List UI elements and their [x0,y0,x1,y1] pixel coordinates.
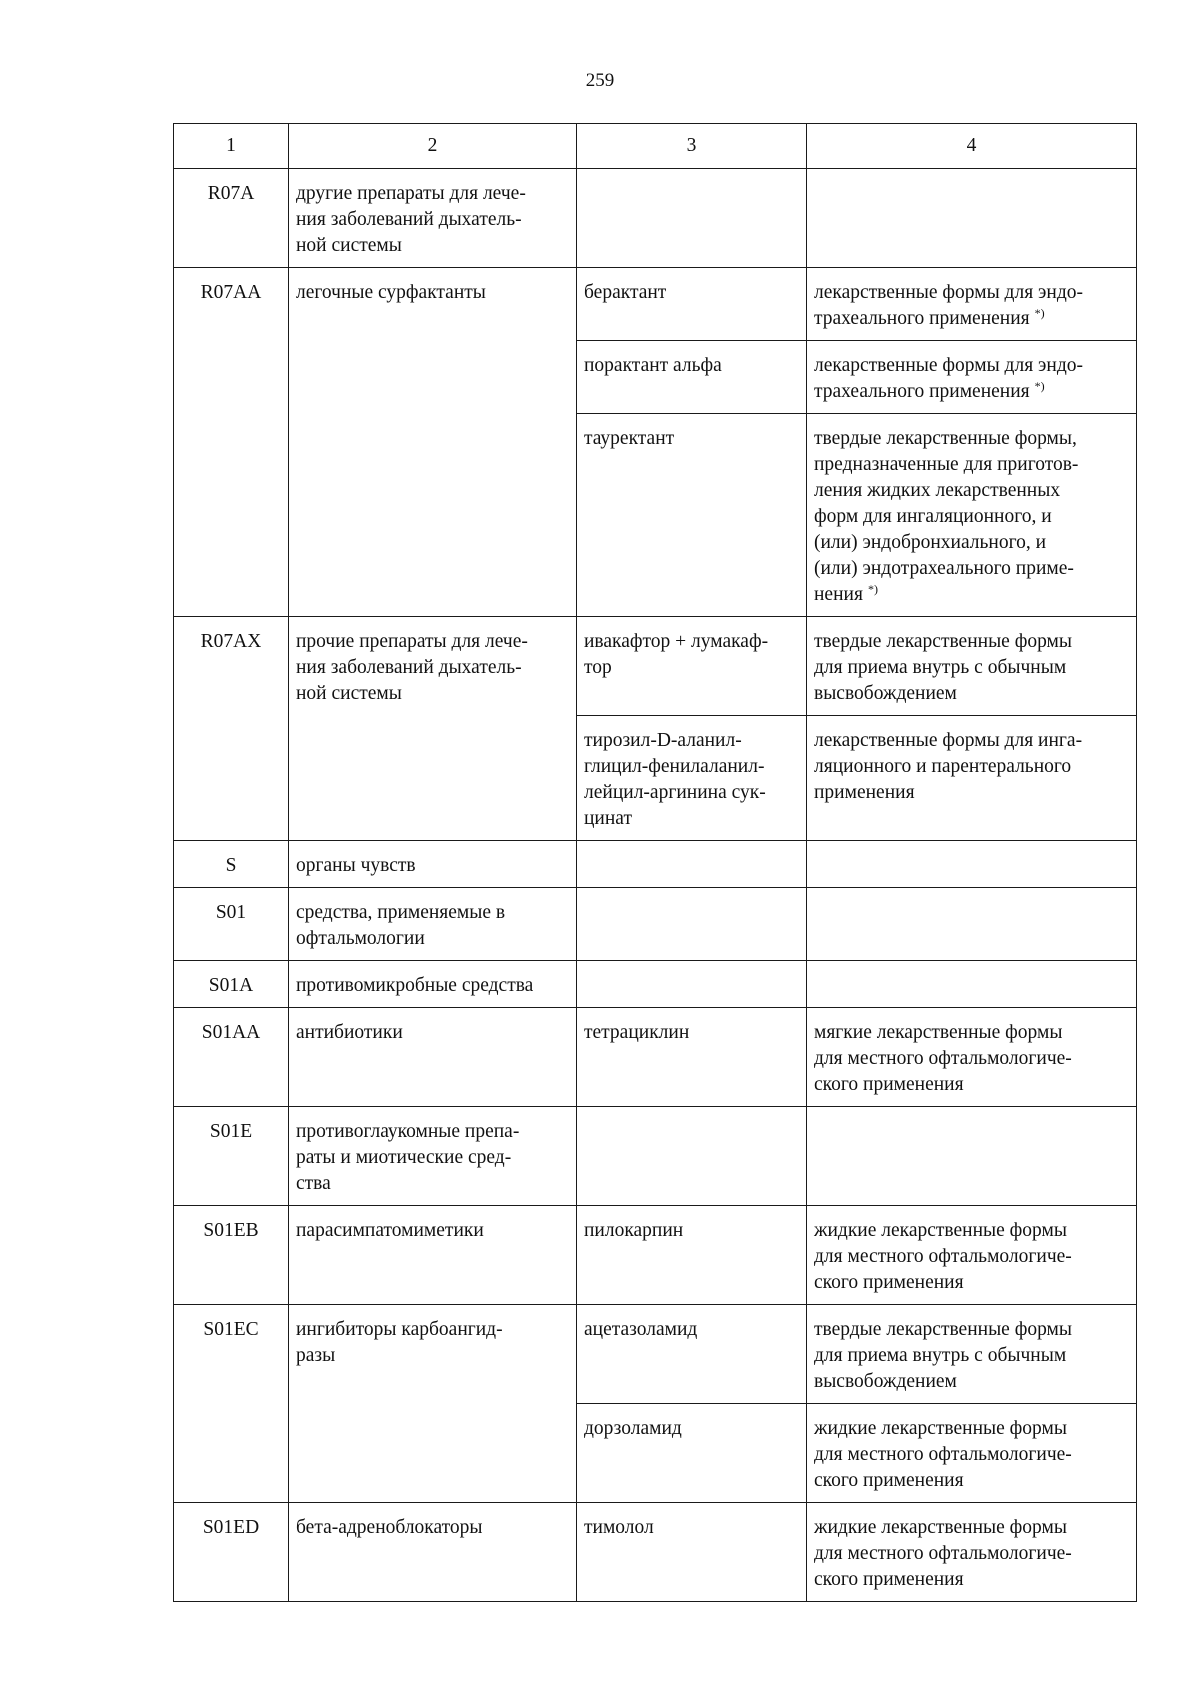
atc-code-cell-text: S01EC [203,1319,259,1340]
group-name-cell [289,1503,577,1602]
group-name-cell [289,268,577,617]
dosage-form-cell-text: мягкие лекарственные формы для местного офтальмологиче- ского применения [814,1022,1072,1095]
atc-code-cell [174,1503,289,1602]
table-row [174,1008,1137,1107]
substance-cell-text: пилокарпин [584,1220,684,1241]
column-header: 1 [174,124,289,169]
dosage-form-cell [807,1206,1137,1305]
substance-cell-text: ацетазоламид [584,1319,698,1340]
substance-cell [577,841,807,888]
substance-cell [577,617,807,716]
group-name-cell-text: бета-адреноблокаторы [296,1517,483,1538]
table-row [174,1503,1137,1602]
group-name-cell-text: прочие препараты для лече- ния заболеваний дыхатель- ной системы [296,631,528,704]
footnote-mark: *) [1034,305,1045,320]
substance-cell-text: тирозил-D-аланил- глицил-фенилаланил- лейцил-аргинина сук- цинат [584,730,766,829]
dosage-form-cell [807,268,1137,341]
table-row [174,617,1137,716]
atc-code-cell-text: S [225,855,237,876]
dosage-form-cell-text: твердые лекарственные формы для приема внутрь с обычным высвобождением [814,631,1072,704]
substance-cell [577,1206,807,1305]
table-row [174,961,1137,1008]
drug-table [173,123,1137,1602]
group-name-cell-text: противоглаукомные препа- раты и миотические сред- ства [296,1121,520,1194]
group-name-cell-text: антибиотики [296,1022,403,1043]
atc-code-cell-text: S01A [208,975,254,996]
substance-cell [577,1503,807,1602]
dosage-form-cell-text: лекарственные формы для эндо- трахеального применения [814,282,1084,329]
atc-code-cell-text: R07AX [200,631,262,652]
column-header: 4 [807,124,1137,169]
dosage-form-cell-text: твердые лекарственные формы для приема внутрь с обычным высвобождением [814,1319,1072,1392]
group-name-cell [289,169,577,268]
group-name-cell-text: парасимпатомиметики [296,1220,484,1241]
dosage-form-cell [807,1008,1137,1107]
atc-code-cell-text: R07A [207,183,255,204]
atc-code-cell [174,841,289,888]
dosage-form-cell [807,617,1137,716]
atc-code-cell [174,1206,289,1305]
group-name-cell-text: органы чувств [296,855,416,876]
page-number: 259 [585,70,615,91]
group-name-cell-text: легочные сурфактанты [296,282,486,303]
atc-code-cell [174,169,289,268]
substance-cell-text: порактант альфа [584,355,722,376]
column-header: 3 [577,124,807,169]
dosage-form-cell [807,169,1137,268]
group-name-cell [289,961,577,1008]
atc-code-cell [174,1107,289,1206]
table-row [174,169,1137,268]
dosage-form-cell [807,341,1137,414]
dosage-form-cell [807,414,1137,617]
group-name-cell-text: противомикробные средства [296,975,534,996]
group-name-cell-text: ингибиторы карбоангид- разы [296,1319,503,1366]
dosage-form-cell [807,716,1137,841]
column-header: 2 [289,124,577,169]
substance-cell [577,414,807,617]
substance-cell-text: берактант [584,282,667,303]
atc-code-cell [174,617,289,841]
group-name-cell [289,841,577,888]
group-name-cell [289,888,577,961]
group-name-cell [289,1206,577,1305]
table-row [174,268,1137,341]
substance-cell [577,1305,807,1404]
dosage-form-cell-text: твердые лекарственные формы, предназначенные для приготов- ления жидких лекарственных форм для ингаляционного, и (или) эндобронхиального, и (или) эндотрахеального приме- нения [814,428,1079,605]
dosage-form-cell [807,1107,1137,1206]
substance-cell-text: тимолол [584,1517,654,1538]
atc-code-cell [174,888,289,961]
dosage-form-cell-text: лекарственные формы для инга- ляционного и парентерального применения [814,730,1083,803]
atc-code-cell-text: S01EB [203,1220,259,1241]
substance-cell [577,888,807,961]
dosage-form-cell [807,1305,1137,1404]
group-name-cell [289,617,577,841]
footnote-mark: *) [867,581,878,596]
group-name-cell [289,1008,577,1107]
substance-cell [577,268,807,341]
table-row [174,841,1137,888]
substance-cell-text: тетрациклин [584,1022,690,1043]
substance-cell [577,961,807,1008]
atc-code-cell-text: S01ED [202,1517,260,1538]
substance-cell [577,1008,807,1107]
atc-code-cell [174,1008,289,1107]
dosage-form-cell [807,1503,1137,1602]
substance-cell [577,1107,807,1206]
substance-cell [577,1404,807,1503]
atc-code-cell-text: S01E [209,1121,253,1142]
substance-cell [577,169,807,268]
table-row [174,1206,1137,1305]
dosage-form-cell-text: жидкие лекарственные формы для местного офтальмологиче- ского применения [814,1418,1072,1491]
dosage-form-cell-text: жидкие лекарственные формы для местного офтальмологиче- ского применения [814,1220,1072,1293]
group-name-cell [289,1305,577,1503]
substance-cell-text: ивакафтор + лумакаф- тор [584,631,769,678]
dosage-form-cell [807,961,1137,1008]
substance-cell-text: дорзоламид [584,1418,682,1439]
atc-code-cell-text: S01 [215,902,247,923]
substance-cell-text: тауректант [584,428,675,449]
table-row [174,888,1137,961]
atc-code-cell-text: S01AA [201,1022,261,1043]
group-name-cell-text: другие препараты для лече- ния заболеваний дыхатель- ной системы [296,183,526,256]
atc-code-cell [174,1305,289,1503]
atc-code-cell [174,961,289,1008]
dosage-form-cell [807,1404,1137,1503]
group-name-cell-text: средства, применяемые в офтальмологии [296,902,506,949]
atc-code-cell-text: R07AA [200,282,262,303]
dosage-form-cell [807,888,1137,961]
group-name-cell [289,1107,577,1206]
dosage-form-cell-text: жидкие лекарственные формы для местного офтальмологиче- ского применения [814,1517,1072,1590]
footnote-mark: *) [1034,378,1045,393]
substance-cell [577,716,807,841]
table-header-row [174,124,1137,169]
dosage-form-cell-text: лекарственные формы для эндо- трахеального применения [814,355,1084,402]
dosage-form-cell [807,841,1137,888]
substance-cell [577,341,807,414]
table-row [174,1107,1137,1206]
atc-code-cell [174,268,289,617]
table-row [174,1305,1137,1404]
